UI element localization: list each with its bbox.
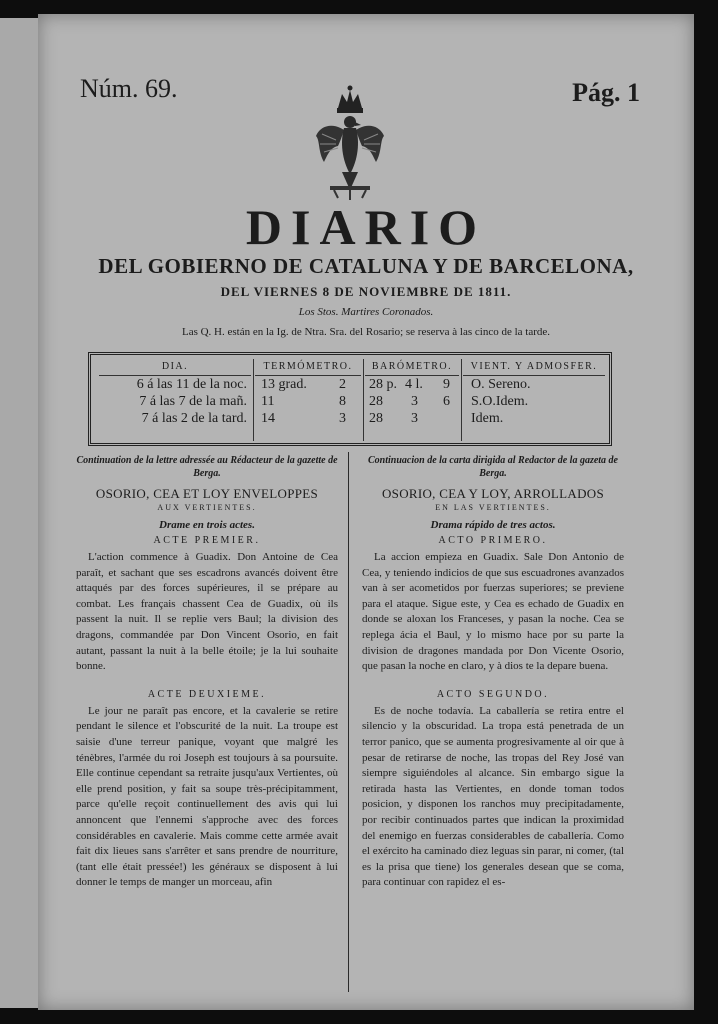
weather-cell-l: 4 l. [405,377,423,392]
masthead-title: DIARIO [245,199,487,255]
issue-date: DEL VIERNES 8 DE NOVIEMBRE DE 1811. [220,284,512,299]
weather-table [88,352,612,446]
weather-cell-x: 6 [443,394,450,409]
weather-row [255,410,361,427]
act-text: Le jour ne paraît pas encore, et la cavalerie se retire pendant le silence et l'obscurité de la nuit. La troupe est saisie d'une terreur panique, voyant que malgré les ténèbres, l'armée du roi Joseph est toujours à sa poursuite. Elle continue cependant sa retraite jusqu'aux Vertientes, où elle prend position, y fait sa soupe très-précipitamment, parce qu'elle reçoit continuellement des avis qui lui annoncent que l'ennemi s'approche avec des forces considérables en cavalerie. Mais comme cette armée avait fait dix lieues sans s'arrêter et sans prendre de nourriture, (tant elle était pressée!) les généraux se disposent à lui donner le temps de manger un morceau, afin [76,704,338,889]
weather-col-termometro [255,359,361,441]
weather-cell-viento: Idem. [471,411,504,426]
weather-cell-min: 8 [339,394,346,409]
play-subtitle: AUX VERTIENTES. [157,503,257,512]
weather-header-dia: DIA. [99,359,251,376]
weather-col-barometro [365,359,459,441]
weather-row [365,393,459,410]
weather-cell-grad: 14 [261,411,275,426]
continuation-note: Continuacion de la carta dirigida al Redactor de la gazeta de Berga. [368,455,618,479]
weather-header-viento: VIENT. Y ADMOSFER. [463,359,605,376]
weather-cell-p: 28 p. [369,377,397,392]
weather-cell-grad: 11 [261,394,275,409]
continuation-note: Continuation de la lettre adressée au Rédacteur de la gazette de Berga. [76,455,338,479]
issue-number: Núm. 69. [80,74,178,103]
newspaper-page [38,14,694,1010]
spanish-column [362,454,624,891]
adjacent-page-edge [0,18,42,1008]
act-heading: ACTO SEGUNDO. [436,688,550,700]
page-number: Pág. 1 [572,78,640,107]
saints-of-day: Los Stos. Martires Coronados. [298,306,434,318]
crowned-eagle-emblem [314,82,386,202]
weather-header-termometro: TERMÓMETRO. [255,359,361,376]
weather-cell-dia: 7 á las 2 de la tard. [141,411,247,426]
weather-cell-min: 3 [339,411,346,426]
weather-col-viento [463,359,605,441]
act-heading: ACTE DEUXIEME. [147,688,267,700]
devotion-notice: Las Q. H. están en la Ig. de Ntra. Sra. del Rosario; se reserva à las cinco de la tarde. [181,326,551,338]
act-heading: ACTO PRIMERO. [438,535,548,546]
weather-row [255,393,361,410]
weather-column-divider [363,359,364,441]
weather-cell-l: 3 [411,394,418,409]
weather-column-divider [253,359,254,441]
french-column [76,454,338,891]
act-text: L'action commence à Guadix. Don Antoine de Cea paraît, et sachant que ses escadrons avancés doivent être attaqués par des forces supérieures, il se prépare au combat. Les français chassent Cea de Guadix, où ils passent la nuit. Il se replie vers Baul; la division des dragons, commandée par Don Vincent Osorio, en fait autant, passant la nuit à la belle étoile; je la lui souhaite bonne. [76,551,338,673]
column-rule [348,452,349,992]
weather-cell-p: 28 [369,411,383,426]
weather-cell-viento: S.O.Idem. [471,394,529,409]
weather-cell-dia: 6 á las 11 de la noc. [136,377,247,392]
play-subtitle: EN LAS VERTIENTES. [435,503,551,512]
weather-col-dia [99,359,251,441]
weather-row [365,410,459,427]
weather-header-barometro: BARÓMETRO. [365,359,459,376]
play-title: OSORIO, CEA ET LOY ENVELOPPES [95,486,319,501]
weather-column-divider [461,359,462,441]
weather-cell-viento: O. Sereno. [471,377,531,392]
act-heading: ACTE PREMIER. [153,535,261,546]
weather-cell-x: 9 [443,377,450,392]
weather-row [255,376,361,393]
weather-row [365,376,459,393]
weather-cell-dia: 7 á las 7 de la mañ. [139,394,247,409]
drama-label: Drama rápido de tres actos. [430,519,556,531]
act-text: Es de noche todavía. La caballería se retira entre el silencio y la obscuridad. La tropa está penetrada de un terror panico, que se aumenta progresivamente al oir que à pesar de retirarse de noche, las tropas del Rey José van siempre siguiéndoles al alcance. Sin embargo sigue la retirada hasta las Vertientes, en donde toman todos posicion, y disponen los ranchos muy precipitadamente, por recibir continuados partes que indican la proximidad del enemigo en fuerzas considerables de caballería. Como el exército ha caminado diez leguas sin parar, ni comer, (tal es la prisa que tiene) los generales desean que se coma, para continuar con rapidez el es- [362,704,624,889]
weather-cell-p: 28 [369,394,383,409]
masthead-subtitle: DEL GOBIERNO DE CATALUNA Y DE BARCELONA, [98,254,634,278]
weather-cell-min: 2 [339,377,346,392]
play-title: OSORIO, CEA Y LOY, ARROLLADOS [381,486,605,501]
weather-cell-grad: 13 grad. [261,377,307,392]
act-text: La accion empieza en Guadix. Sale Don Antonio de Cea, y teniendo indicios de que sus escuadrones avanzados van à ser acometidos por fuerzas superiores; se previene para el ataque. Sigue este, y Cea es echado de Guadix en donde se aloxan los Franceses, y pasan la noche. Cea se replega ácia el Baul, y lo mismo hace por su parte la division de dragones mandada por Don Vicente Osorio, que pasan la noche en claro, y à dios te la depare buena. [362,551,624,673]
weather-cell-l: 3 [411,411,418,426]
drama-label: Drame en trois actes. [159,519,255,531]
